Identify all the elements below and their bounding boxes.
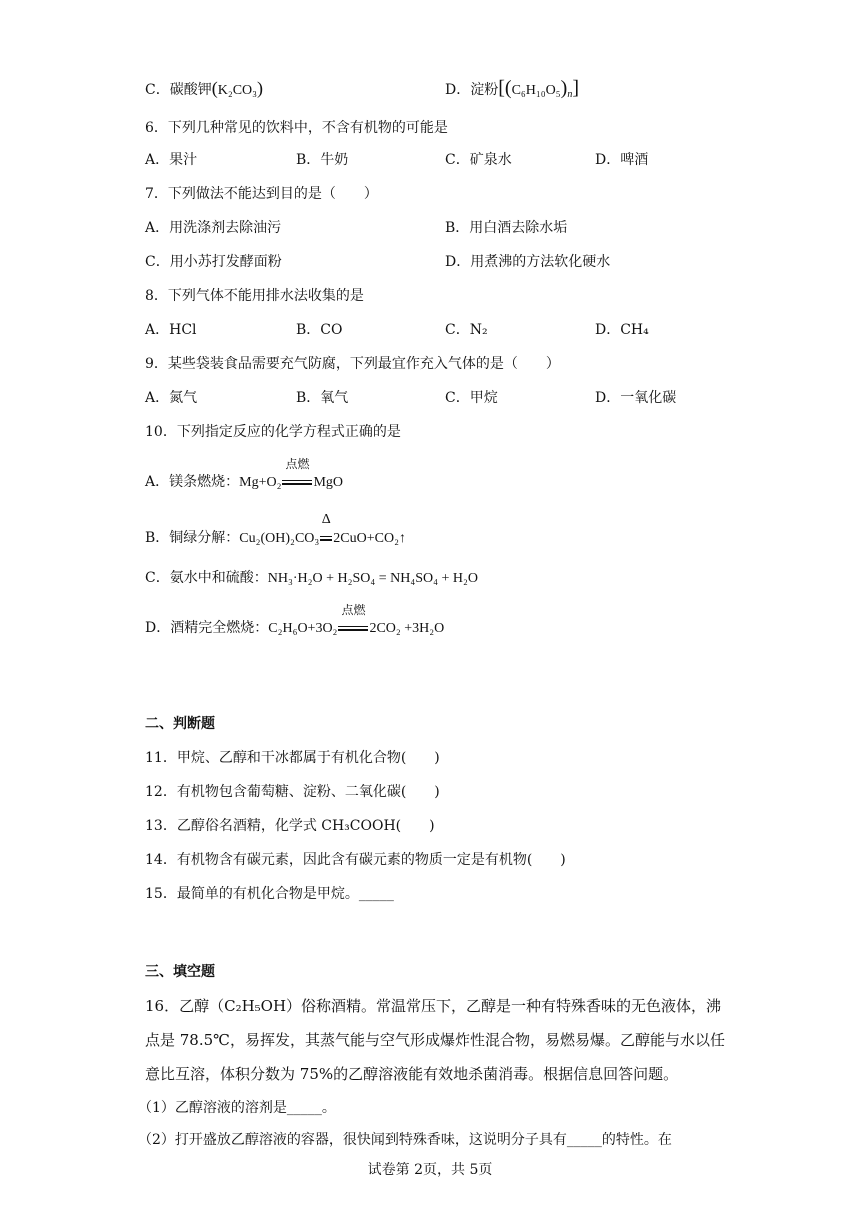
q8-option-c: C．N₂ [445, 322, 488, 338]
q16-line-2: 点是 78.5℃，易挥发，其蒸气能与空气形成爆炸性混合物，易燃易爆。乙醇能与水以任 [145, 1031, 725, 1049]
q14: 14．有机物含有碳元素，因此含有碳元素的物质一定是有机物( ) [145, 852, 566, 868]
q7-option-a: A．用洗涤剂去除油污 [145, 220, 282, 236]
q16-line-3: 意比互溶，体积分数为 75%的乙醇溶液能有效地杀菌消毒。根据信息回答问题。 [145, 1065, 679, 1083]
reaction-arrow: Δ [319, 528, 333, 548]
q5-option-d-formula: C₆H₁₀O₅ [511, 83, 561, 98]
q6-stem: 6．下列几种常见的饮料中，不含有机物的可能是 [145, 120, 448, 136]
q5-option-d: D．淀粉$[(C_6H_{10}O_5)_n]$ [445, 77, 579, 100]
q5-option-c: C．碳酸钾(K₂CO₃) [145, 78, 264, 98]
section-title-fill-in: 三、填空题 [145, 964, 215, 980]
q9-option-a: A．氮气 [145, 390, 198, 406]
q16-sub-2: （2）打开盛放乙醇溶液的容器，很快闻到特殊香味，这说明分子具有_____的特性。在 [138, 1132, 672, 1148]
q8-option-d: D．CH₄ [595, 322, 649, 338]
q5-option-c-formula: K₂CO₃ [217, 83, 258, 98]
q6-option-d: D．啤酒 [595, 152, 649, 168]
q6-option-a: A．果汁 [145, 152, 198, 168]
page-footer: 试卷第 2页，共 5页 [367, 1162, 493, 1178]
q6-option-b: B．牛奶 [296, 152, 349, 168]
q12: 12．有机物包含葡萄糖、淀粉、二氧化碳( ) [145, 784, 440, 800]
q8-option-b: B．CO [296, 322, 343, 338]
q9-stem: 9．某些袋装食品需要充气防腐，下列最宜作充入气体的是（ ） [145, 356, 560, 372]
reaction-arrow: 点燃 [337, 618, 369, 638]
q7-stem: 7．下列做法不能达到目的是（ ） [145, 186, 378, 202]
q6-option-c: C．矿泉水 [445, 152, 512, 168]
q9-option-b: B．氧气 [296, 390, 349, 406]
q8-option-a: A．HCl [145, 322, 197, 338]
q9-option-d: D．一氧化碳 [595, 390, 677, 406]
q10-option-d: D．酒精完全燃烧：C₂H₆O+3O₂ 点燃 2CO₂ +3H₂O [145, 603, 445, 636]
reaction-arrow: 点燃 [281, 472, 313, 492]
q13: 13．乙醇俗名酒精，化学式 CH₃COOH( ) [145, 818, 435, 834]
q7-option-d: D．用煮沸的方法软化硬水 [445, 254, 611, 270]
q9-option-c: C．甲烷 [445, 390, 498, 406]
section-title-judgement: 二、判断题 [145, 716, 215, 732]
q8-stem: 8．下列气体不能用排水法收集的是 [145, 288, 364, 304]
q7-option-b: B．用白酒去除水垢 [445, 220, 568, 236]
q10-option-c: C．氨水中和硫酸：NH₃·H₂O + H₂SO₄ = NH₄SO₄ + H₂O [145, 570, 479, 586]
q7-option-c: C．用小苏打发酵面粉 [145, 254, 282, 270]
q11: 11．甲烷、乙醇和干冰都属于有机化合物( ) [145, 750, 440, 766]
q16-sub-1: （1）乙醇溶液的溶剂是_____。 [138, 1100, 336, 1116]
q15: 15．最简单的有机化合物是甲烷。_____ [145, 886, 394, 902]
q10-stem: 10．下列指定反应的化学方程式正确的是 [145, 424, 401, 440]
q16-line-1: 16．乙醇（C₂H₅OH）俗称酒精。常温常压下，乙醇是一种有特殊香味的无色液体，沸 [145, 997, 722, 1015]
q10-option-a: A．镁条燃烧：Mg+O₂ 点燃 MgO [145, 457, 344, 490]
q10-option-b: B．铜绿分解：Cu₂(OH)₂CO₃ Δ 2CuO+CO₂↑ [145, 512, 406, 546]
